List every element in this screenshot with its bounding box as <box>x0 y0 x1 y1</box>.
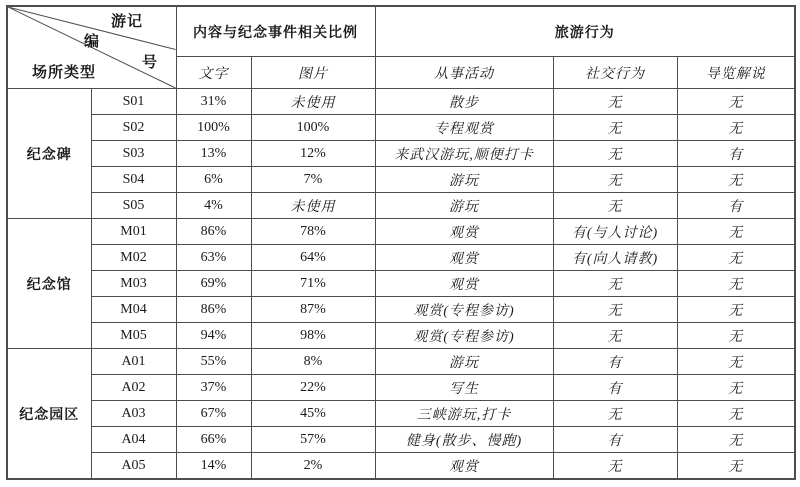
row-code: M05 <box>91 323 176 349</box>
table-row <box>7 349 795 375</box>
cell-social: 无 <box>553 141 677 167</box>
row-group-label-monument: 纪念碑 <box>7 89 91 219</box>
cell-text-ratio: 86% <box>176 219 251 245</box>
row-code: S04 <box>91 167 176 193</box>
column-header-text: 文字 <box>176 57 251 89</box>
column-header-activity: 从事活动 <box>375 57 553 89</box>
corner-label-site-type: 场所类型 <box>32 64 97 81</box>
column-header-guide: 导览解说 <box>677 57 795 89</box>
table-row <box>7 89 795 115</box>
cell-guide: 无 <box>677 219 795 245</box>
cell-social: 无 <box>553 401 677 427</box>
row-code: M03 <box>91 271 176 297</box>
cell-guide: 有 <box>677 141 795 167</box>
cell-social: 无 <box>553 167 677 193</box>
cell-text-ratio: 86% <box>176 297 251 323</box>
cell-guide: 无 <box>677 349 795 375</box>
row-code: A05 <box>91 453 176 480</box>
cell-social: 有 <box>553 375 677 401</box>
cell-image-ratio: 8% <box>251 349 375 375</box>
cell-text-ratio: 63% <box>176 245 251 271</box>
cell-guide: 无 <box>677 453 795 480</box>
row-group-label-memorial-hall: 纪念馆 <box>7 219 91 349</box>
cell-text-ratio: 4% <box>176 193 251 219</box>
cell-guide: 无 <box>677 375 795 401</box>
cell-activity: 观赏 <box>375 453 553 480</box>
table-row <box>7 427 795 453</box>
cell-activity: 观赏 <box>375 245 553 271</box>
table-row <box>7 297 795 323</box>
cell-social: 无 <box>553 193 677 219</box>
cell-social: 无 <box>553 453 677 480</box>
cell-text-ratio: 14% <box>176 453 251 480</box>
cell-activity: 写生 <box>375 375 553 401</box>
cell-social: 无 <box>553 271 677 297</box>
table-row <box>7 401 795 427</box>
cell-activity: 健身(散步、慢跑) <box>375 427 553 453</box>
cell-activity: 三峡游玩,打卡 <box>375 401 553 427</box>
cell-social: 无 <box>553 323 677 349</box>
cell-image-ratio: 98% <box>251 323 375 349</box>
table-row <box>7 141 795 167</box>
row-group-label-memorial-park: 纪念园区 <box>7 349 91 480</box>
cell-social: 无 <box>553 115 677 141</box>
row-code: A03 <box>91 401 176 427</box>
cell-text-ratio: 66% <box>176 427 251 453</box>
cell-image-ratio: 71% <box>251 271 375 297</box>
cell-guide: 无 <box>677 323 795 349</box>
row-code: M02 <box>91 245 176 271</box>
table-row <box>7 375 795 401</box>
table-row <box>7 115 795 141</box>
cell-text-ratio: 55% <box>176 349 251 375</box>
table-row <box>7 453 795 480</box>
cell-social: 有(向人请教) <box>553 245 677 271</box>
cell-image-ratio: 12% <box>251 141 375 167</box>
cell-guide: 无 <box>677 297 795 323</box>
cell-guide: 无 <box>677 401 795 427</box>
cell-text-ratio: 13% <box>176 141 251 167</box>
cell-social: 有 <box>553 349 677 375</box>
cell-social: 有 <box>553 427 677 453</box>
cell-guide: 有 <box>677 193 795 219</box>
row-code: A04 <box>91 427 176 453</box>
row-code: S01 <box>91 89 176 115</box>
cell-text-ratio: 6% <box>176 167 251 193</box>
cell-guide: 无 <box>677 427 795 453</box>
cell-activity: 观赏 <box>375 219 553 245</box>
row-code: A02 <box>91 375 176 401</box>
corner-label-number-part1: 编 <box>84 33 101 50</box>
cell-guide: 无 <box>677 245 795 271</box>
cell-image-ratio: 57% <box>251 427 375 453</box>
cell-text-ratio: 37% <box>176 375 251 401</box>
corner-label-travelogue: 游记 <box>111 13 144 30</box>
row-code: A01 <box>91 349 176 375</box>
cell-guide: 无 <box>677 271 795 297</box>
cell-image-ratio: 64% <box>251 245 375 271</box>
row-code: S05 <box>91 193 176 219</box>
row-code: S02 <box>91 115 176 141</box>
cell-text-ratio: 100% <box>176 115 251 141</box>
table-grid <box>6 5 796 480</box>
cell-activity: 散步 <box>375 89 553 115</box>
cell-image-ratio: 2% <box>251 453 375 480</box>
cell-activity: 游玩 <box>375 349 553 375</box>
cell-activity: 游玩 <box>375 167 553 193</box>
column-header-image: 图片 <box>251 57 375 89</box>
table-row <box>7 167 795 193</box>
table-row <box>7 193 795 219</box>
cell-image-ratio: 100% <box>251 115 375 141</box>
cell-activity: 游玩 <box>375 193 553 219</box>
cell-activity: 专程观赏 <box>375 115 553 141</box>
cell-activity: 观赏 <box>375 271 553 297</box>
cell-social: 有(与人讨论) <box>553 219 677 245</box>
cell-image-ratio: 78% <box>251 219 375 245</box>
corner-header-cell <box>7 6 176 89</box>
cell-image-ratio: 22% <box>251 375 375 401</box>
table-row <box>7 219 795 245</box>
table-row <box>7 323 795 349</box>
row-code: M01 <box>91 219 176 245</box>
cell-text-ratio: 94% <box>176 323 251 349</box>
cell-social: 无 <box>553 297 677 323</box>
cell-guide: 无 <box>677 115 795 141</box>
cell-image-ratio: 87% <box>251 297 375 323</box>
table-row <box>7 271 795 297</box>
cell-image-ratio: 7% <box>251 167 375 193</box>
cell-guide: 无 <box>677 89 795 115</box>
column-group-header-tourism-behavior: 旅游行为 <box>375 6 795 57</box>
cell-image-ratio: 未使用 <box>251 89 375 115</box>
data-table <box>6 5 794 478</box>
cell-activity: 观赏(专程参访) <box>375 323 553 349</box>
table-row <box>7 245 795 271</box>
cell-social: 无 <box>553 89 677 115</box>
cell-text-ratio: 69% <box>176 271 251 297</box>
column-group-header-content-ratio: 内容与纪念事件相关比例 <box>176 6 375 57</box>
row-code: S03 <box>91 141 176 167</box>
cell-activity: 观赏(专程参访) <box>375 297 553 323</box>
corner-label-number-part2: 号 <box>142 54 159 71</box>
cell-text-ratio: 67% <box>176 401 251 427</box>
row-code: M04 <box>91 297 176 323</box>
column-header-social: 社交行为 <box>553 57 677 89</box>
cell-text-ratio: 31% <box>176 89 251 115</box>
cell-image-ratio: 45% <box>251 401 375 427</box>
cell-image-ratio: 未使用 <box>251 193 375 219</box>
cell-guide: 无 <box>677 167 795 193</box>
cell-activity: 来武汉游玩,顺便打卡 <box>375 141 553 167</box>
